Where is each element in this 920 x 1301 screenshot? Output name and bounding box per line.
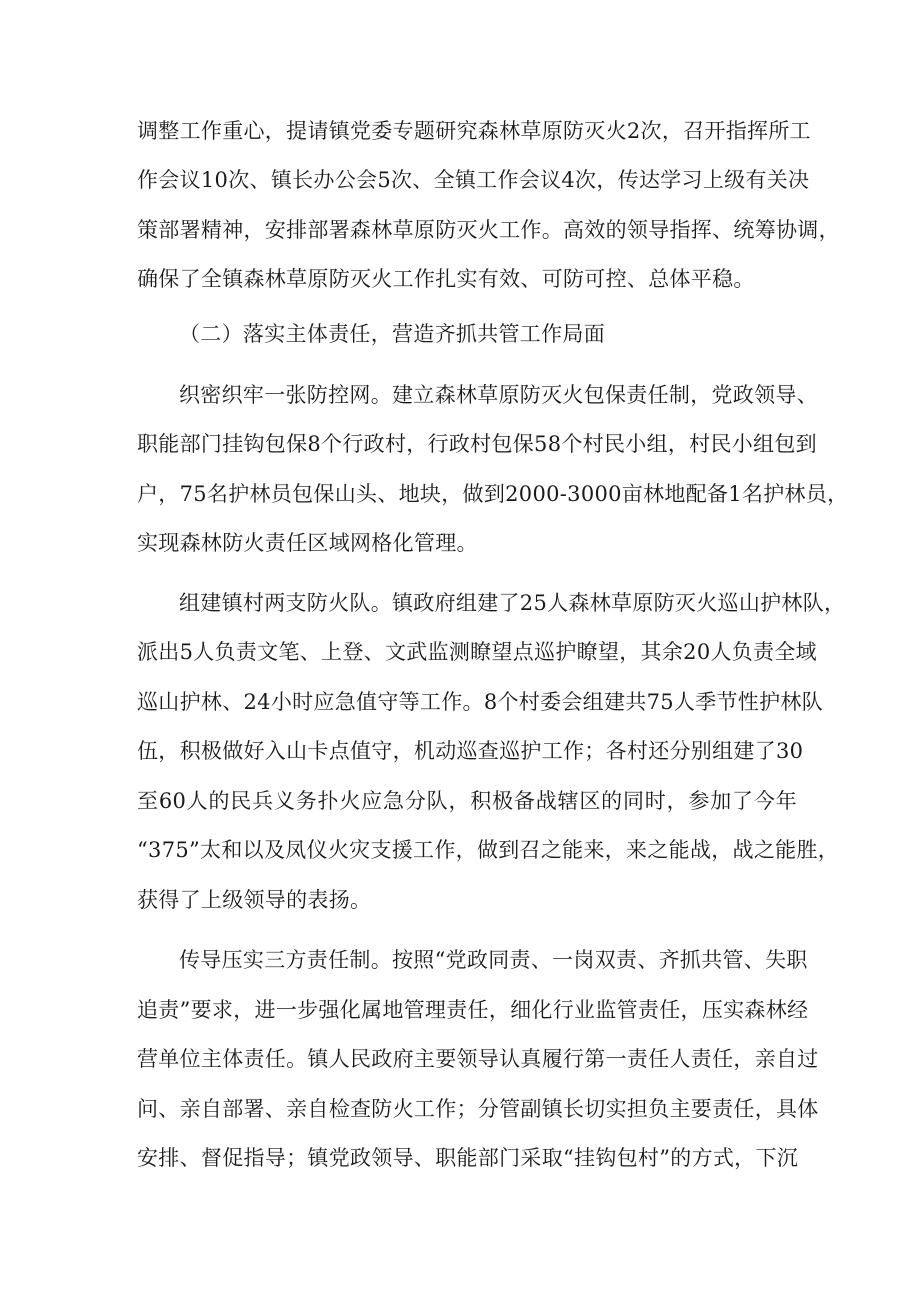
paragraph-line: 至60人的民兵义务扑火应急分队，积极备战辖区的同时，参加了今年 <box>137 789 797 813</box>
paragraph-line: 问、亲自部署、亲自检查防火工作；分管副镇长切实担负主要责任，具体 <box>137 1097 819 1121</box>
paragraph-line: 追责”要求，进一步强化属地管理责任，细化行业监管责任，压实森林经 <box>137 998 809 1022</box>
paragraph-line: 获得了上级领导的表扬。 <box>137 888 372 912</box>
paragraph-line: 实现森林防火责任区域网格化管理。 <box>137 531 478 555</box>
paragraph-line: 织密织牢一张防控网。建立森林草原防灭火包保责任制，党政领导、 <box>179 383 818 407</box>
paragraph-line: 巡山护林、24小时应急值守等工作。8个村委会组建共75人季节性护林队 <box>137 690 824 714</box>
paragraph-line: 营单位主体责任。镇人民政府主要领导认真履行第一责任人责任，亲自过 <box>137 1047 819 1071</box>
paragraph-line: 确保了全镇森林草原防灭火工作扎实有效、可防可控、总体平稳。 <box>137 267 755 291</box>
paragraph-line: 策部署精神，安排部署森林草原防灭火工作。高效的领导指挥、统筹协调， <box>137 218 840 242</box>
paragraph-line: 安排、督促指导；镇党政领导、职能部门采取“挂钩包村”的方式，下沉 <box>137 1146 799 1170</box>
paragraph-line: 作会议10次、镇长办公会5次、全镇工作会议4次，传达学习上级有关决 <box>137 168 810 192</box>
paragraph-line: “375”太和以及凤仪火灾支援工作，做到召之能来，来之能战，战之能胜， <box>137 838 840 862</box>
paragraph-line: 职能部门挂钩包保8个行政村，行政村包保58个村民小组，村民小组包到 <box>137 432 817 456</box>
paragraph-line: 户，75名护林员包保山头、地块，做到2000-3000亩林地配备1名护林员， <box>137 482 849 506</box>
paragraph-line: 传导压实三方责任制。按照“党政同责、一岗双责、齐抓共管、失职 <box>179 948 808 972</box>
paragraph-line: 派出5人负责文笔、上登、文武监测瞭望点巡护瞭望，其余20人负责全域 <box>137 640 817 664</box>
paragraph-line: 组建镇村两支防火队。镇政府组建了25人森林草原防灭火巡山护林队， <box>179 591 846 615</box>
paragraph-line: 伍，积极做好入山卡点值守，机动巡查巡护工作；各村还分别组建了30 <box>137 739 804 763</box>
section-heading: （二）落实主体责任，营造齐抓共管工作局面 <box>179 322 605 346</box>
paragraph-line: 调整工作重心，提请镇党委专题研究森林草原防灭火2次，召开指挥所工 <box>137 119 811 143</box>
